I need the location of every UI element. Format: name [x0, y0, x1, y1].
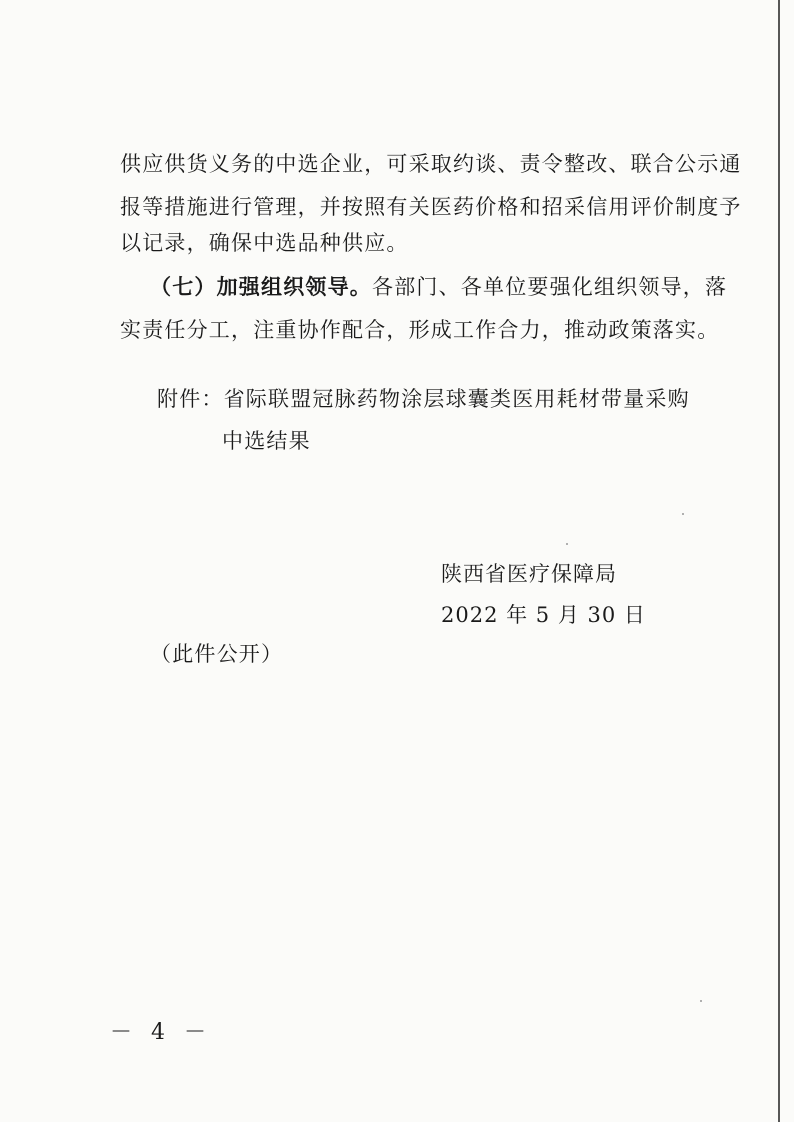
attachment-title: 省际联盟冠脉药物涂层球囊类医用耗材带量采购 [223, 387, 690, 411]
paragraph-line: 实责任分工，注重协作配合，形成工作合力，推动政策落实。 [120, 318, 720, 342]
issuing-authority: 陕西省医疗保障局 [441, 562, 617, 586]
section-seven-heading: （七）加强组织领导。 [150, 274, 372, 299]
page-number: － 4 － [110, 1020, 212, 1045]
scan-speck [566, 543, 568, 545]
paragraph-line: 报等措施进行管理，并按照有关医药价格和招采信用评价制度予 [120, 195, 742, 219]
scan-speck [682, 513, 684, 515]
paragraph-line: 以记录，确保中选品种供应。 [120, 231, 409, 255]
scan-speck [700, 1000, 702, 1002]
section-seven-line [150, 273, 727, 301]
attachment-line [157, 385, 690, 413]
section-seven-text: 各部门、各单位要强化组织领导，落 [372, 275, 728, 299]
disclosure-note: （此件公开） [150, 642, 284, 666]
attachment-label: 附件： [157, 387, 224, 411]
paragraph-line: 供应供货义务的中选企业，可采取约谈、责令整改、联合公示通 [120, 152, 742, 176]
scan-edge-line [778, 0, 780, 1122]
issue-date: 2022 年 5 月 30 日 [441, 603, 646, 627]
attachment-title-continued: 中选结果 [222, 429, 311, 453]
